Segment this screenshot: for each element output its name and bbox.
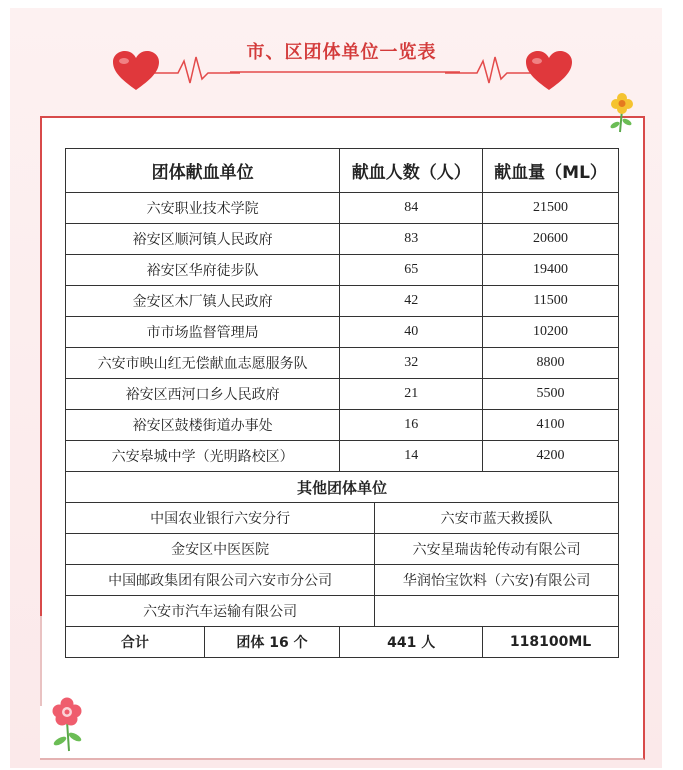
total-groups: 团体 16 个: [204, 627, 340, 658]
volume-cell: 19400: [483, 255, 619, 286]
other-unit-cell: [375, 596, 619, 627]
count-cell: 84: [340, 193, 483, 224]
unit-cell: 裕安区鼓楼街道办事处: [66, 410, 340, 441]
unit-cell: 裕安区华府徒步队: [66, 255, 340, 286]
other-unit-cell: 六安市蓝天救援队: [375, 503, 619, 534]
other-unit-cell: 华润怡宝饮料（六安)有限公司: [375, 565, 619, 596]
other-unit-cell: 中国农业银行六安分行: [66, 503, 375, 534]
volume-cell: 21500: [483, 193, 619, 224]
table-row: [66, 410, 619, 441]
unit-cell: 六安皋城中学（光明路校区）: [66, 441, 340, 472]
card-border-accent: [40, 116, 42, 616]
table-row: [66, 441, 619, 472]
table-row: [66, 193, 619, 224]
total-volume: 118100ML: [483, 627, 619, 658]
volume-cell: 8800: [483, 348, 619, 379]
header: [0, 0, 683, 115]
table-row: [66, 286, 619, 317]
unit-cell: 六安职业技术学院: [66, 193, 340, 224]
count-cell: 42: [340, 286, 483, 317]
count-cell: 83: [340, 224, 483, 255]
other-units-row: [66, 503, 619, 534]
other-units-row: [66, 534, 619, 565]
volume-cell: 11500: [483, 286, 619, 317]
unit-cell: 裕安区西河口乡人民政府: [66, 379, 340, 410]
table-row: [66, 379, 619, 410]
unit-cell: 六安市映山红无偿献血志愿服务队: [66, 348, 340, 379]
volume-cell: 10200: [483, 317, 619, 348]
unit-cell: 市市场监督管理局: [66, 317, 340, 348]
unit-cell: 裕安区顺河镇人民政府: [66, 224, 340, 255]
volume-cell: 4100: [483, 410, 619, 441]
total-people: 441 人: [340, 627, 483, 658]
flower-icon: [606, 92, 638, 134]
header-unit: 团体献血单位: [66, 149, 340, 193]
total-label: 合计: [66, 627, 205, 658]
blood-donation-table: [65, 148, 619, 658]
count-cell: 14: [340, 441, 483, 472]
page-title: 市、区团体单位一览表: [246, 42, 437, 63]
other-unit-cell: 金安区中医医院: [66, 534, 375, 565]
table-row: [66, 255, 619, 286]
count-cell: 16: [340, 410, 483, 441]
count-cell: 32: [340, 348, 483, 379]
count-cell: 40: [340, 317, 483, 348]
other-units-row: [66, 565, 619, 596]
other-units-header-row: [66, 472, 619, 503]
count-cell: 65: [340, 255, 483, 286]
total-row: [66, 627, 619, 658]
volume-cell: 5500: [483, 379, 619, 410]
card-border-faded: [40, 616, 42, 706]
flower-icon: [48, 697, 86, 753]
volume-cell: 4200: [483, 441, 619, 472]
table-row: [66, 224, 619, 255]
volume-cell: 20600: [483, 224, 619, 255]
other-unit-cell: 六安星瑞齿轮传动有限公司: [375, 534, 619, 565]
table-row: [66, 348, 619, 379]
table-row: [66, 317, 619, 348]
header-count: 献血人数（人）: [340, 149, 483, 193]
other-unit-cell: 中国邮政集团有限公司六安市分公司: [66, 565, 375, 596]
table-header-row: [66, 149, 619, 193]
other-unit-cell: 六安市汽车运输有限公司: [66, 596, 375, 627]
other-units-row: [66, 596, 619, 627]
header-volume: 献血量（ML）: [483, 149, 619, 193]
other-units-title: 其他团体单位: [66, 472, 619, 503]
count-cell: 21: [340, 379, 483, 410]
unit-cell: 金安区木厂镇人民政府: [66, 286, 340, 317]
divider-line: [230, 70, 460, 74]
